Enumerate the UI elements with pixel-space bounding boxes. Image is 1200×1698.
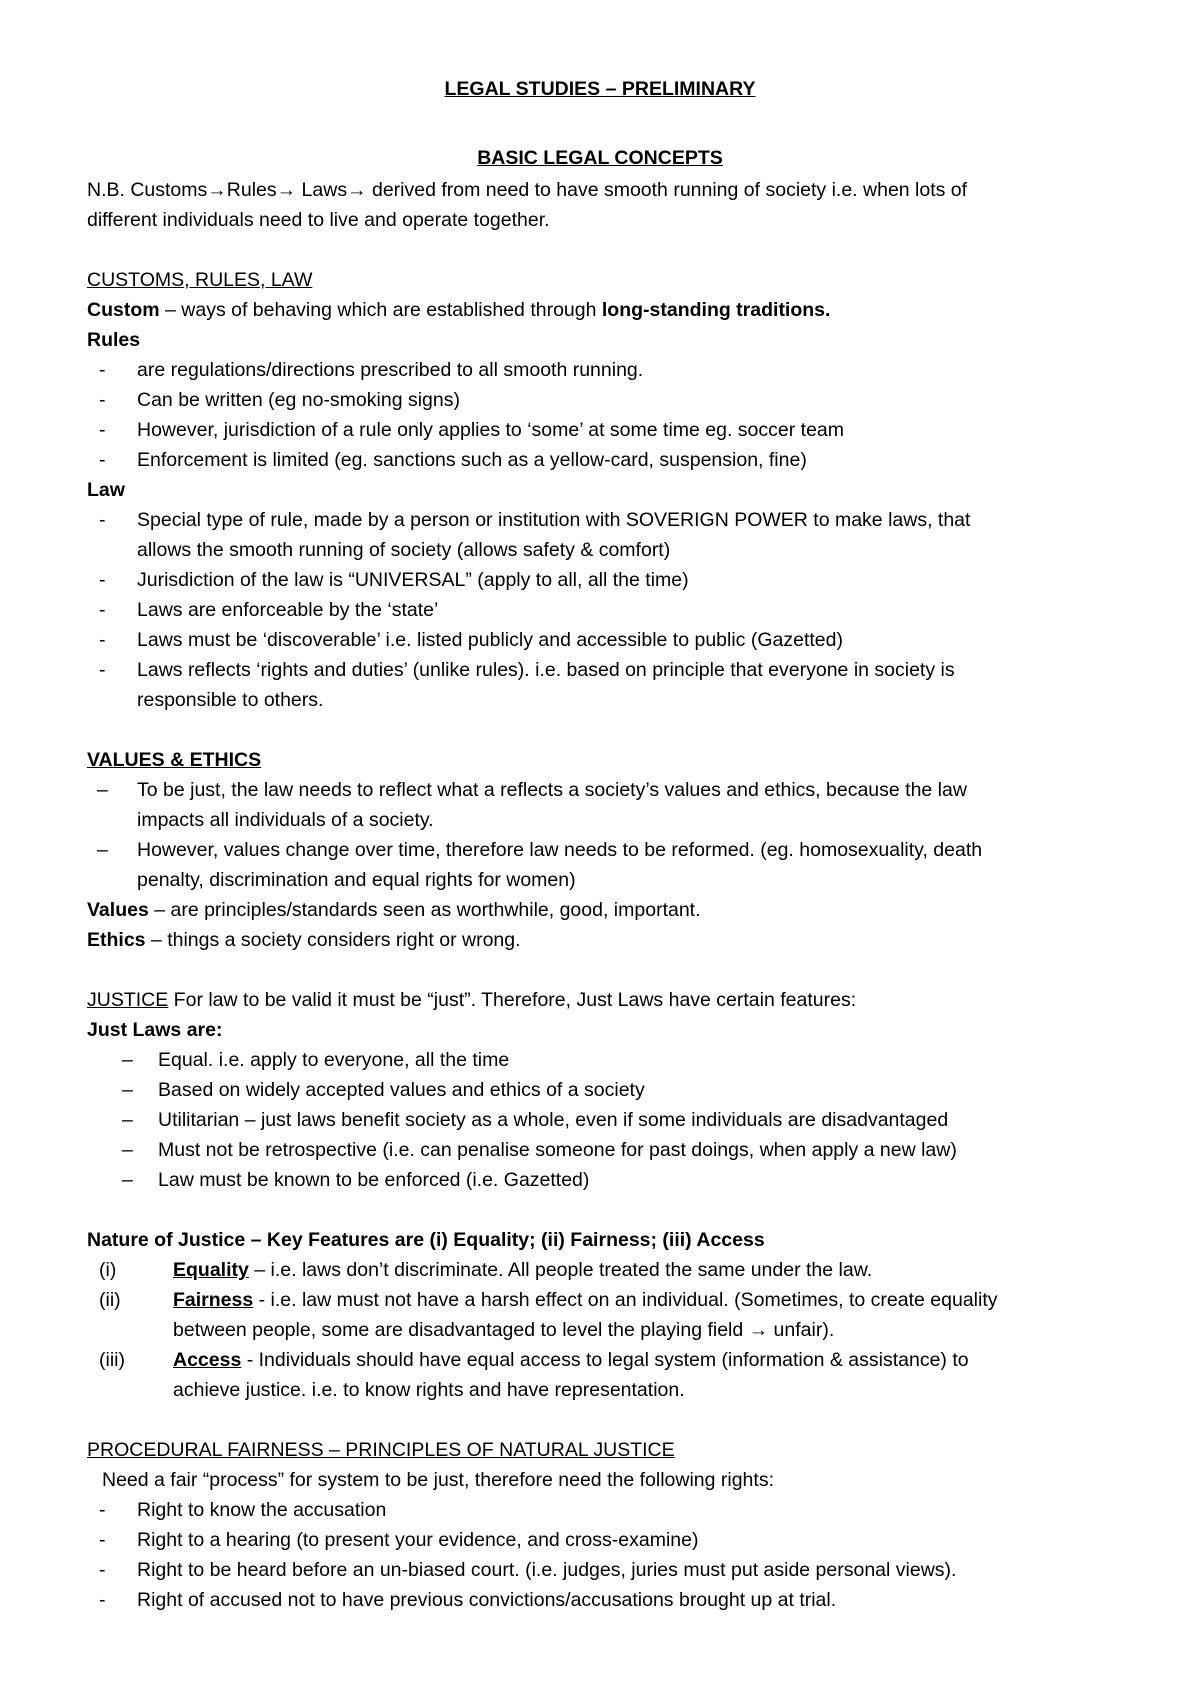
bullet-dash: – [122, 1049, 133, 1071]
nature-number: (ii) [99, 1289, 121, 1311]
bullet-dash: – [122, 1109, 133, 1131]
just-laws-item: Law must be known to be enforced (i.e. Gazetted) [158, 1169, 590, 1191]
nature-number: (i) [99, 1259, 117, 1281]
ethics-definition [87, 925, 521, 955]
bullet-dash: - [99, 1589, 106, 1611]
law-item-line: Laws are enforceable by the ‘state’ [137, 599, 439, 621]
bullet-dash: – [122, 1079, 133, 1101]
nature-item-line [173, 1285, 998, 1315]
just-laws-item: Based on widely accepted values and ethics of a society [158, 1079, 645, 1101]
nb-line-2: different individuals need to live and operate together. [87, 209, 550, 231]
bullet-dash: - [99, 659, 106, 681]
bullet-dash: - [99, 599, 106, 621]
rules-item: Can be written (eg no-smoking signs) [137, 389, 460, 411]
just-laws-item: Equal. i.e. apply to everyone, all the time [158, 1049, 510, 1071]
just-laws-item: Utilitarian – just laws benefit society as a whole, even if some individuals are disadvantaged [158, 1109, 949, 1131]
bullet-dash: - [99, 509, 106, 531]
law-item-line: Jurisdiction of the law is “UNIVERSAL” (apply to all, all the time) [137, 569, 689, 591]
values-item-line: impacts all individuals of a society. [137, 809, 434, 831]
custom-def-text: – ways of behaving which are established through [159, 299, 602, 321]
bullet-dash: - [99, 389, 106, 411]
nature-text: - Individuals should have equal access to legal system (information & assistance) to [241, 1349, 969, 1371]
values-def-text: – are principles/standards seen as worthwhile, good, important. [148, 899, 701, 921]
rules-item: However, jurisdiction of a rule only applies to ‘some’ at some time eg. soccer team [137, 419, 845, 441]
nature-text: - i.e. law must not have a harsh effect on an individual. (Sometimes, to create equality [253, 1289, 998, 1311]
nature-item-line: between people, some are disadvantaged to level the playing field → unfair). [173, 1319, 835, 1341]
nature-text: – i.e. laws don’t discriminate. All people treated the same under the law. [248, 1259, 873, 1281]
values-item-line: penalty, discrimination and equal rights for women) [137, 869, 576, 891]
heading-values-ethics: VALUES & ETHICS [87, 749, 262, 771]
law-item-line: Laws must be ‘discoverable’ i.e. listed publicly and accessible to public (Gazetted) [137, 629, 843, 651]
values-item-line: To be just, the law needs to reflect what a reflects a society’s values and ethics, because the law [137, 779, 967, 801]
rules-item: Enforcement is limited (eg. sanctions such as a yellow-card, suspension, fine) [137, 449, 807, 471]
heading-nature-of-justice: Nature of Justice – Key Features are (i) Equality; (ii) Fairness; (iii) Access [87, 1229, 765, 1251]
ethics-def-text: – things a society considers right or wrong. [145, 929, 521, 951]
procedural-item: Right to be heard before an un-biased court. (i.e. judges, juries must put aside personal views). [137, 1559, 957, 1581]
bullet-dash: - [99, 1499, 106, 1521]
law-item-line: Laws reflects ‘rights and duties’ (unlike rules). i.e. based on principle that everyone in society is [137, 659, 955, 681]
law-item-line: responsible to others. [137, 689, 324, 711]
law-item-line: Special type of rule, made by a person or institution with SOVERIGN POWER to make laws, that [137, 509, 971, 531]
nature-item-line [173, 1255, 872, 1285]
procedural-intro: Need a fair “process” for system to be just, therefore need the following rights: [102, 1469, 774, 1491]
values-item-line: However, values change over time, therefore law needs to be reformed. (eg. homosexuality, death [137, 839, 983, 861]
bullet-dash: – [122, 1169, 133, 1191]
law-term: Law [87, 479, 125, 501]
bullet-dash: – [97, 779, 108, 801]
bullet-dash: - [99, 449, 106, 471]
procedural-item: Right to know the accusation [137, 1499, 387, 1521]
bullet-dash: – [97, 839, 108, 861]
custom-term: Custom [87, 299, 160, 321]
custom-definition [87, 295, 830, 325]
rules-term: Rules [87, 329, 141, 351]
nature-term: Equality [173, 1259, 249, 1281]
bullet-dash: - [99, 419, 106, 441]
bullet-dash: – [122, 1139, 133, 1161]
bullet-dash: - [99, 1559, 106, 1581]
justice-intro [87, 985, 856, 1015]
nature-term: Fairness [173, 1289, 254, 1311]
heading-procedural-fairness: PROCEDURAL FAIRNESS – PRINCIPLES OF NATURAL JUSTICE [87, 1439, 675, 1461]
nature-item-line: achieve justice. i.e. to know rights and have representation. [173, 1379, 685, 1401]
ethics-term: Ethics [87, 929, 146, 951]
values-term: Values [87, 899, 149, 921]
just-laws-item: Must not be retrospective (i.e. can penalise someone for past doings, when apply a new law) [158, 1139, 957, 1161]
nb-line-1: N.B. Customs→Rules→ Laws→ derived from need to have smooth running of society i.e. when lots of [87, 179, 968, 201]
bullet-dash: - [99, 1529, 106, 1551]
custom-def-bold: long-standing traditions. [601, 299, 831, 321]
just-laws-label: Just Laws are: [87, 1019, 223, 1041]
section-title-basic-concepts: BASIC LEGAL CONCEPTS [477, 147, 723, 169]
heading-customs-rules-law: CUSTOMS, RULES, LAW [87, 269, 313, 291]
heading-justice: JUSTICE [87, 989, 169, 1011]
bullet-dash: - [99, 629, 106, 651]
rules-item: are regulations/directions prescribed to all smooth running. [137, 359, 644, 381]
justice-intro-text: For law to be valid it must be “just”. Therefore, Just Laws have certain features: [168, 989, 857, 1011]
law-item-line: allows the smooth running of society (allows safety & comfort) [137, 539, 671, 561]
procedural-item: Right of accused not to have previous convictions/accusations brought up at trial. [137, 1589, 837, 1611]
nature-term: Access [173, 1349, 242, 1371]
nature-item-line [173, 1345, 969, 1375]
document-title: LEGAL STUDIES – PRELIMINARY [444, 78, 756, 100]
values-definition [87, 895, 701, 925]
bullet-dash: - [99, 569, 106, 591]
bullet-dash: - [99, 359, 106, 381]
nature-number: (iii) [99, 1349, 125, 1371]
procedural-item: Right to a hearing (to present your evidence, and cross-examine) [137, 1529, 699, 1551]
